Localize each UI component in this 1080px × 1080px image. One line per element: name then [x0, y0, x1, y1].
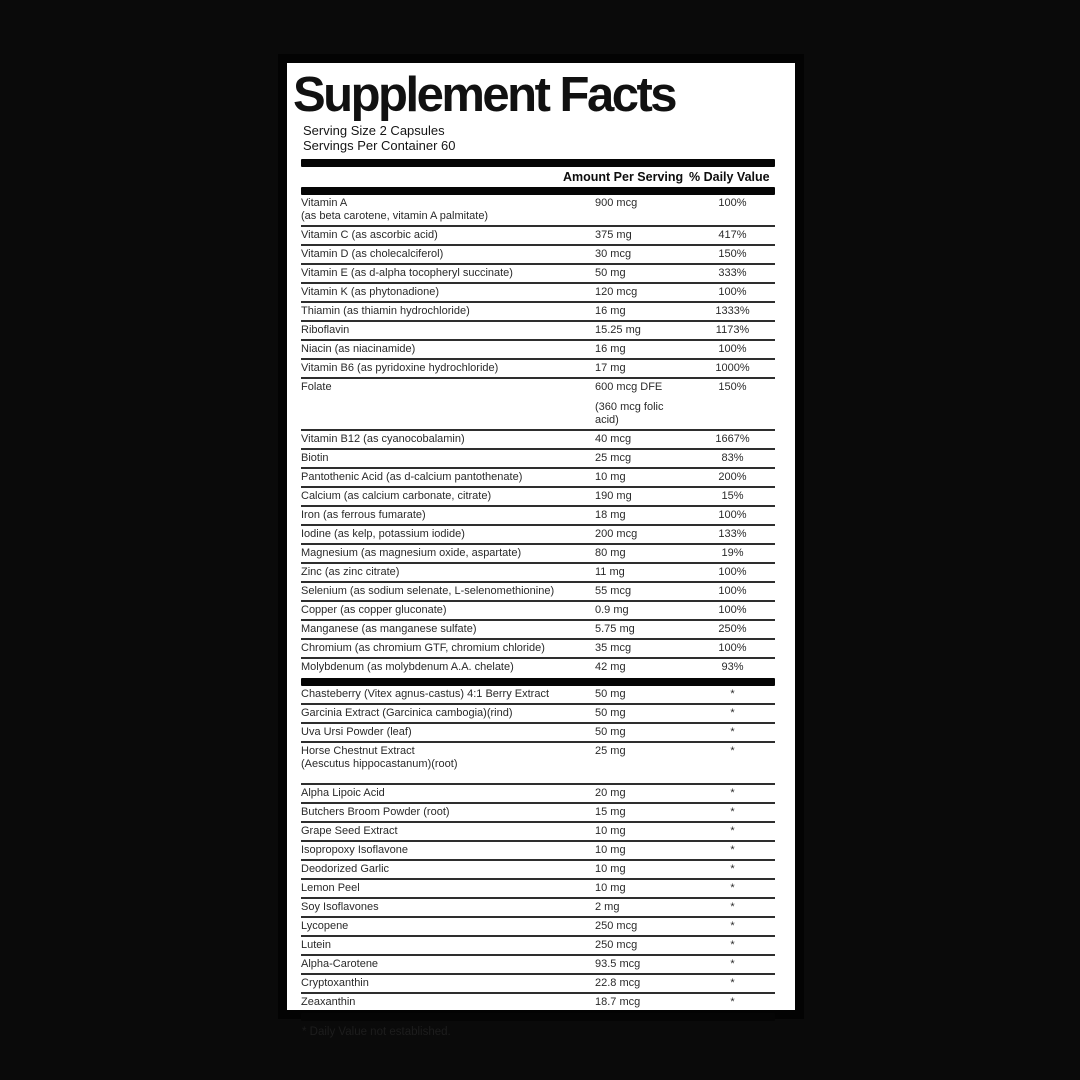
nutrient-name-cell — [301, 267, 595, 280]
table-row — [301, 918, 775, 937]
nutrient-name: Vitamin A — [301, 197, 348, 209]
table-row — [301, 899, 775, 918]
nutrient-name-cell — [301, 787, 595, 800]
nutrient-name: Vitamin C (as ascorbic acid) — [301, 229, 438, 241]
nutrient-daily-value: 83% — [721, 452, 744, 464]
nutrient-amount: 25 mcg — [595, 452, 632, 464]
nutrient-daily-value: * — [730, 787, 735, 799]
nutrient-name-cell — [301, 958, 595, 971]
table-row — [301, 705, 775, 724]
nutrient-table — [301, 195, 775, 1021]
nutrient-daily-value: * — [730, 707, 735, 719]
nutrient-amount: 250 mcg — [595, 920, 638, 932]
nutrient-amount: 93.5 mcg — [595, 958, 641, 970]
nutrient-name-cell — [301, 977, 595, 990]
nutrient-daily-value: * — [730, 977, 735, 989]
nutrient-amount: 35 mcg — [595, 642, 632, 654]
nutrient-name: Uva Ursi Powder (leaf) — [301, 726, 412, 738]
divider-bar-top — [301, 159, 775, 167]
nutrient-name: Vitamin E (as d-alpha tocopheryl succinate) — [301, 267, 513, 279]
table-row — [301, 488, 775, 507]
nutrient-name: Lutein — [301, 939, 331, 951]
table-row — [301, 545, 775, 564]
table-row — [301, 602, 775, 621]
nutrient-daily-value: 1000% — [715, 362, 750, 374]
nutrient-daily-value: * — [730, 939, 735, 951]
nutrient-amount: 10 mg — [595, 863, 626, 875]
nutrient-name-cell — [301, 825, 595, 838]
table-row — [301, 507, 775, 526]
nutrient-name-cell — [301, 844, 595, 857]
nutrient-name-cell — [301, 324, 595, 337]
nutrient-name: Chromium (as chromium GTF, chromium chloride) — [301, 642, 545, 654]
supplement-facts-title: Supplement Facts — [293, 68, 676, 122]
table-row — [301, 450, 775, 469]
nutrient-amount: 190 mg — [595, 490, 632, 502]
nutrient-daily-value: 19% — [721, 547, 744, 559]
nutrient-amount: 10 mg — [595, 844, 626, 856]
nutrient-amount: 11 mg — [595, 566, 625, 578]
nutrient-name: Vitamin B6 (as pyridoxine hydrochloride) — [301, 362, 499, 374]
nutrient-name-cell — [301, 901, 595, 914]
nutrient-amount: 200 mcg — [595, 528, 638, 540]
nutrient-daily-value: 100% — [718, 509, 747, 521]
nutrient-daily-value: 100% — [718, 585, 747, 597]
nutrient-name: Magnesium (as magnesium oxide, aspartate) — [301, 547, 522, 559]
nutrient-name-cell — [301, 661, 595, 674]
nutrient-name-cell — [301, 604, 595, 617]
table-row — [301, 469, 775, 488]
nutrient-daily-value: * — [730, 920, 735, 932]
nutrient-daily-value: 1333% — [715, 305, 750, 317]
nutrient-daily-value: * — [730, 806, 735, 818]
nutrient-daily-value: * — [730, 882, 735, 894]
table-row — [301, 341, 775, 360]
nutrient-amount: 22.8 mcg — [595, 977, 641, 989]
nutrient-name: Molybdenum (as molybdenum A.A. chelate) — [301, 661, 514, 673]
nutrient-daily-value: 150% — [718, 248, 747, 260]
nutrient-amount: 600 mcg DFE (360 mcg folic acid) — [595, 381, 690, 427]
nutrient-daily-value: * — [730, 863, 735, 875]
nutrient-daily-value: 417% — [718, 229, 747, 241]
nutrient-amount: 40 mcg — [595, 433, 632, 445]
divider-bar-section — [301, 1013, 775, 1021]
nutrient-amount: 0.9 mg — [595, 604, 629, 616]
nutrient-daily-value: 15% — [721, 490, 744, 502]
nutrient-name: Horse Chestnut Extract — [301, 745, 415, 757]
table-row — [301, 823, 775, 842]
nutrient-name: Cryptoxanthin — [301, 977, 369, 989]
table-row — [301, 526, 775, 545]
nutrient-amount: 80 mg — [595, 547, 626, 559]
nutrient-name-cell — [301, 707, 595, 720]
serving-size-text: Serving Size 2 Capsules — [303, 123, 445, 138]
nutrient-amount: 17 mg — [595, 362, 626, 374]
table-row — [301, 861, 775, 880]
nutrient-amount: 50 mg — [595, 688, 626, 700]
table-row — [301, 583, 775, 602]
table-row — [301, 195, 775, 227]
nutrient-name: Vitamin B12 (as cyanocobalamin) — [301, 433, 465, 445]
nutrient-amount: 900 mcg — [595, 197, 638, 209]
nutrient-name: Lemon Peel — [301, 882, 360, 894]
table-row — [301, 564, 775, 583]
nutrient-name: Riboflavin — [301, 324, 350, 336]
nutrient-name: Thiamin (as thiamin hydrochloride) — [301, 305, 470, 317]
daily-value-header: % Daily Value — [689, 170, 770, 184]
nutrient-daily-value: 1667% — [715, 433, 750, 445]
nutrient-name-cell — [301, 305, 595, 318]
nutrient-name-cell — [301, 433, 595, 446]
nutrient-name-cell — [301, 745, 595, 781]
table-row — [301, 743, 775, 785]
nutrient-name-cell — [301, 920, 595, 933]
nutrient-name: Biotin — [301, 452, 329, 464]
nutrient-daily-value: 1173% — [715, 324, 750, 336]
nutrient-name-cell — [301, 863, 595, 876]
nutrient-name-cell — [301, 566, 595, 579]
nutrient-name: Vitamin D (as cholecalciferol) — [301, 248, 444, 260]
table-row — [301, 804, 775, 823]
nutrient-daily-value: 200% — [718, 471, 747, 483]
nutrient-name: Folate — [301, 381, 332, 393]
nutrient-amount: 120 mcg — [595, 286, 638, 298]
table-row — [301, 975, 775, 994]
nutrient-daily-value: 100% — [718, 197, 747, 209]
table-row — [301, 659, 775, 678]
nutrient-name-cell — [301, 688, 595, 701]
table-row — [301, 621, 775, 640]
column-header-row — [301, 167, 775, 187]
nutrient-amount: 5.75 mg — [595, 623, 635, 635]
nutrient-daily-value: 250% — [718, 623, 747, 635]
nutrient-name-detail: (Aescutus hippocastanum)(root) — [301, 758, 458, 770]
nutrient-name-cell — [301, 882, 595, 895]
nutrient-name: Soy Isoflavones — [301, 901, 379, 913]
table-row — [301, 431, 775, 450]
nutrient-amount: 55 mcg — [595, 585, 632, 597]
table-row — [301, 842, 775, 861]
nutrient-amount: 10 mg — [595, 882, 626, 894]
supplement-facts-label — [278, 54, 804, 1038]
table-row — [301, 265, 775, 284]
nutrient-amount: 30 mcg — [595, 248, 632, 260]
table-row — [301, 785, 775, 804]
nutrient-amount: 15.25 mg — [595, 324, 641, 336]
table-row — [301, 379, 775, 431]
nutrient-daily-value: 333% — [718, 267, 747, 279]
table-row — [301, 937, 775, 956]
nutrient-name: Grape Seed Extract — [301, 825, 398, 837]
nutrient-amount: 42 mg — [595, 661, 626, 673]
nutrient-name-cell — [301, 528, 595, 541]
table-row — [301, 724, 775, 743]
table-row — [301, 246, 775, 265]
nutrient-amount: 18.7 mcg — [595, 996, 641, 1008]
amount-per-serving-header: Amount Per Serving — [563, 170, 684, 184]
nutrient-amount: 250 mcg — [595, 939, 638, 951]
nutrient-amount: 15 mg — [595, 806, 626, 818]
nutrient-daily-value: * — [730, 745, 735, 757]
nutrient-daily-value: 100% — [718, 343, 747, 355]
table-row — [301, 686, 775, 705]
nutrient-name: Lycopene — [301, 920, 349, 932]
nutrient-amount: 375 mg — [595, 229, 632, 241]
table-row — [301, 284, 775, 303]
nutrient-name-cell — [301, 939, 595, 952]
nutrient-name: Isopropoxy Isoflavone — [301, 844, 409, 856]
nutrient-name-cell — [301, 623, 595, 636]
nutrient-amount: 20 mg — [595, 787, 626, 799]
nutrient-daily-value: 150% — [718, 381, 747, 393]
nutrient-name: Iodine (as kelp, potassium iodide) — [301, 528, 465, 540]
nutrient-amount: 10 mg — [595, 471, 626, 483]
nutrient-name-cell — [301, 996, 595, 1009]
nutrient-name-cell — [301, 806, 595, 819]
nutrient-amount: 16 mg — [595, 343, 626, 355]
nutrient-name: Deodorized Garlic — [301, 863, 390, 875]
table-row — [301, 880, 775, 899]
nutrient-name-cell — [301, 286, 595, 299]
nutrient-amount: 10 mg — [595, 825, 626, 837]
nutrient-amount: 16 mg — [595, 305, 626, 317]
nutrient-name-cell — [301, 381, 595, 394]
nutrient-amount: 50 mg — [595, 726, 626, 738]
nutrient-name: Zinc (as zinc citrate) — [301, 566, 400, 578]
nutrient-name-cell — [301, 248, 595, 261]
nutrient-daily-value: * — [730, 996, 735, 1008]
nutrient-name: Calcium (as calcium carbonate, citrate) — [301, 490, 492, 502]
nutrient-amount: 2 mg — [595, 901, 620, 913]
nutrient-daily-value: * — [730, 844, 735, 856]
table-row — [301, 956, 775, 975]
nutrient-amount: 50 mg — [595, 267, 626, 279]
nutrient-name-cell — [301, 547, 595, 560]
divider-bar-section — [301, 678, 775, 686]
nutrient-name: Garcinia Extract (Garcinica cambogia)(rind) — [301, 707, 513, 719]
table-row — [301, 227, 775, 246]
nutrient-amount: 18 mg — [595, 509, 626, 521]
nutrient-daily-value: * — [730, 726, 735, 738]
nutrient-name-cell — [301, 642, 595, 655]
nutrient-amount: 50 mg — [595, 707, 626, 719]
nutrient-daily-value: 93% — [721, 661, 744, 673]
nutrient-name: Copper (as copper gluconate) — [301, 604, 447, 616]
table-row — [301, 360, 775, 379]
nutrient-name: Chasteberry (Vitex agnus-castus) 4:1 Berry Extract — [301, 688, 550, 700]
table-row — [301, 640, 775, 659]
daily-value-footnote: * Daily Value not established. — [302, 1026, 451, 1038]
nutrient-name-cell — [301, 343, 595, 356]
nutrient-name-detail: (as beta carotene, vitamin A palmitate) — [301, 210, 489, 222]
nutrient-name: Selenium (as sodium selenate, L-selenomethionine) — [301, 585, 555, 597]
nutrient-daily-value: * — [730, 825, 735, 837]
nutrient-name-cell — [301, 197, 595, 223]
nutrient-name: Butchers Broom Powder (root) — [301, 806, 450, 818]
nutrient-name-cell — [301, 585, 595, 598]
table-row — [301, 994, 775, 1013]
nutrient-name-cell — [301, 471, 595, 484]
nutrient-name: Niacin (as niacinamide) — [301, 343, 416, 355]
nutrient-daily-value: 133% — [718, 528, 747, 540]
nutrient-daily-value: * — [730, 958, 735, 970]
nutrient-name: Vitamin K (as phytonadione) — [301, 286, 439, 298]
nutrient-daily-value: 100% — [718, 566, 747, 578]
nutrient-amount-detail: (360 mcg folic acid) — [595, 401, 664, 426]
nutrient-daily-value: 100% — [718, 286, 747, 298]
nutrient-name: Manganese (as manganese sulfate) — [301, 623, 477, 635]
nutrient-daily-value: * — [730, 901, 735, 913]
nutrient-name: Zeaxanthin — [301, 996, 356, 1008]
nutrient-daily-value: 100% — [718, 604, 747, 616]
nutrient-name-cell — [301, 362, 595, 375]
nutrient-name-cell — [301, 452, 595, 465]
divider-bar-header — [301, 187, 775, 195]
nutrient-name-cell — [301, 509, 595, 522]
table-row — [301, 322, 775, 341]
nutrient-daily-value: 100% — [718, 642, 747, 654]
nutrient-name: Alpha-Carotene — [301, 958, 379, 970]
servings-per-container-text: Servings Per Container 60 — [303, 138, 456, 153]
table-row — [301, 303, 775, 322]
nutrient-name-cell — [301, 726, 595, 739]
nutrient-name: Pantothenic Acid (as d-calcium pantothenate) — [301, 471, 523, 483]
nutrient-name-cell — [301, 490, 595, 503]
nutrient-amount: 25 mg — [595, 745, 626, 757]
nutrient-name: Alpha Lipoic Acid — [301, 787, 385, 799]
nutrient-daily-value: * — [730, 688, 735, 700]
nutrient-name: Iron (as ferrous fumarate) — [301, 509, 426, 521]
nutrient-name-cell — [301, 229, 595, 242]
